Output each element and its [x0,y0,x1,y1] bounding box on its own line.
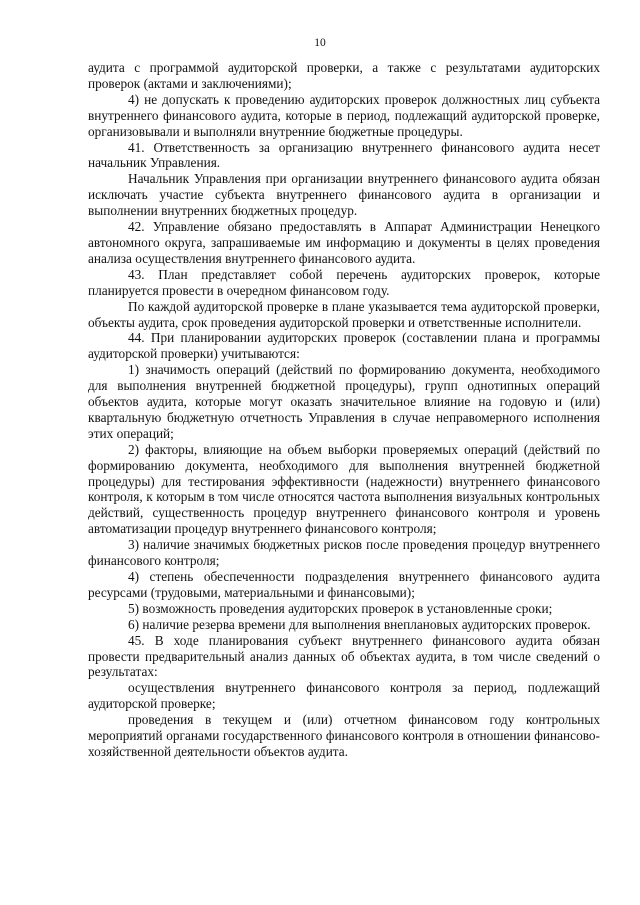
paragraph-item-3: 3) наличие значимых бюджетных рисков после проведения процедур внутреннего финансового контроля; [88,537,600,569]
paragraph-clause-41-note: Начальник Управления при организации внутреннего финансового аудита обязан исключать участие субъекта внутреннего финансового аудита в организации и выполнении внутренних бюджетных процедур. [88,171,600,219]
page-number: 10 [314,37,326,49]
paragraph-continuation: аудита с программой аудиторской проверки, а также с результатами аудиторских проверок (актами и заключениями); [88,60,600,91]
paragraph-item-4: 4) не допускать к проведению аудиторских проверок должностных лиц субъекта внутреннего финансового аудита, которые в период, подлежащий аудиторской проверке, организовывали и выполняли внутренние бюджетные процедуры. [88,91,600,139]
paragraph-clause-45-item-a: осуществления внутреннего финансового контроля за период, подлежащий аудиторской проверке; [88,680,600,712]
paragraph-clause-45: 45. В ходе планирования субъект внутреннего финансового аудита обязан провести предварительный анализ данных об объектах аудита, в том числе сведений о результатах: [88,632,600,680]
paragraph-item-5: 5) возможность проведения аудиторских проверок в установленные сроки; [128,600,553,616]
paragraph-clause-43-note: По каждой аудиторской проверке в плане указывается тема аудиторской проверки, объекты аудита, срок проведения аудиторской проверки и ответственные исполнители. [88,298,600,330]
paragraph-clause-41: 41. Ответственность за организацию внутреннего финансового аудита несет начальник Управления. [88,139,600,171]
paragraph-item-6: 6) наличие резерва времени для выполнения внеплановых аудиторских проверок. [128,616,591,632]
paragraph-item-1: 1) значимость операций (действий по формированию документа, необходимого для выполнения внутренней бюджетной процедуры), групп однотипных операций объектов аудита, которые могут оказать значительное влияние на годовую и (или) квартальную бюджетную отчетность Управления в случае неправомерного исполнения этих операций; [88,362,600,441]
paragraph-item-2: 2) факторы, влияющие на объем выборки проверяемых операций (действий по формированию документа, необходимого для выполнения внутренней бюджетной процедуры) для тестирования эффективности (надежности) внутреннего финансового контроля, к которым в том числе относятся частота выполнения визуальных контрольных действий, существенность процедур внутреннего финансового контроля и уровень автоматизации процедур внутреннего финансового контроля; [88,441,600,537]
paragraph-item-4b: 4) степень обеспеченности подразделения внутреннего финансового аудита ресурсами (трудовыми, материальными и финансовыми); [88,569,600,600]
paragraph-clause-43: 43. План представляет собой перечень аудиторских проверок, которые планируется провести в очередном финансовом году. [88,266,600,298]
paragraph-clause-45-item-b: проведения в текущем и (или) отчетном финансовом году контрольных мероприятий органами государственного финансового контроля в отношении финансово-хозяйственной деятельности объектов аудита. [88,712,600,759]
document-body [88,60,600,760]
paragraph-clause-42: 42. Управление обязано предоставлять в Аппарат Администрации Ненецкого автономного округа, запрашиваемые им информацию и документы в целях проведения анализа осуществления внутреннего финансового аудита. [88,219,600,266]
paragraph-clause-44: 44. При планировании аудиторских проверок (составлении плана и программы аудиторской проверки) учитываются: [88,330,600,362]
